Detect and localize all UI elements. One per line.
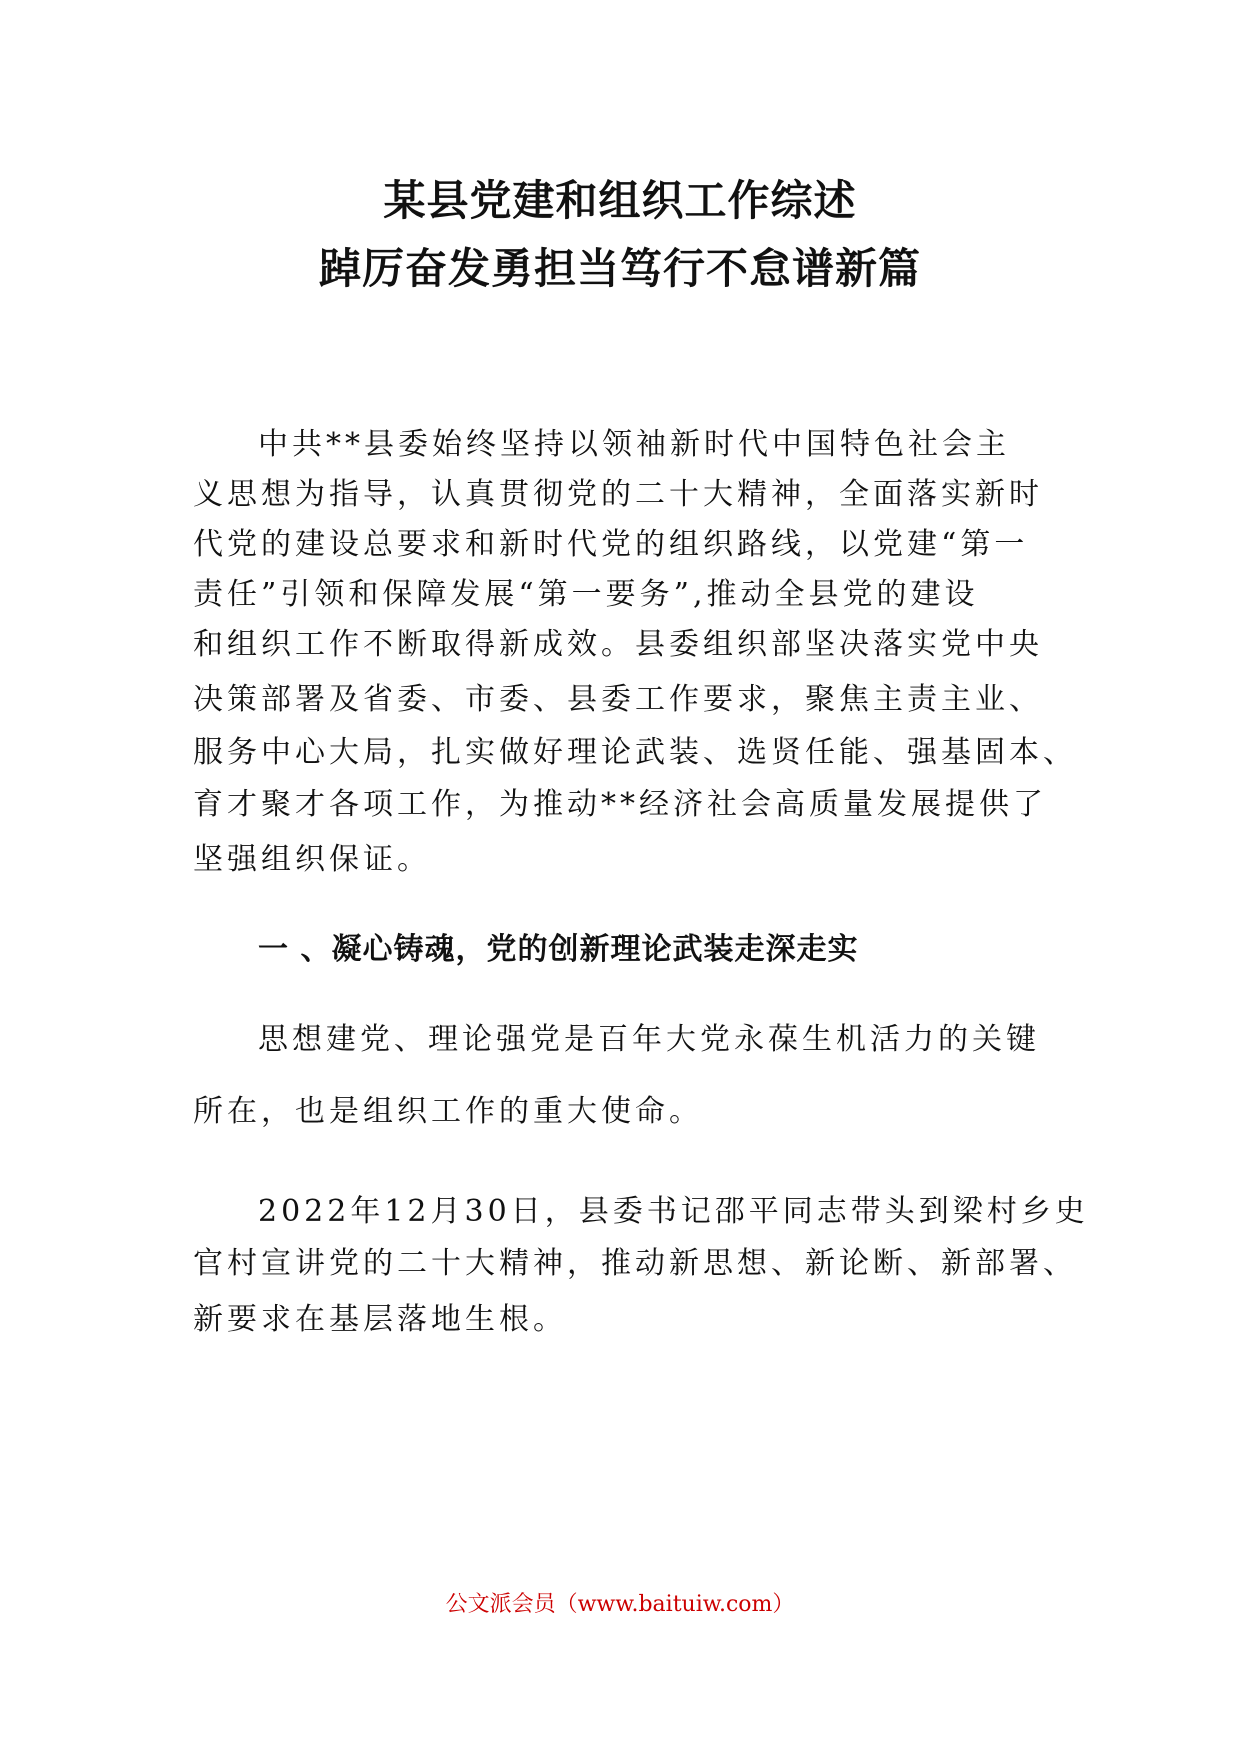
document-title: 某县党建和组织工作综述 — [383, 176, 857, 225]
intro-line: 代党的建设总要求和新时代党的组织路线，以党建“第一 — [193, 527, 1029, 562]
intro-line: 决策部署及省委、市委、县委工作要求，聚焦主责主业、 — [193, 682, 1043, 717]
paragraph-line: 新要求在基层落地生根。 — [193, 1302, 567, 1337]
intro-line: 中共**县委始终坚持以领袖新时代中国特色社会主 — [258, 427, 1010, 462]
intro-line: 服务中心大局，扎实做好理论武装、选贤任能、强基固本、 — [193, 735, 1077, 770]
intro-line: 义思想为指导，认真贯彻党的二十大精神，全面落实新时 — [193, 477, 1043, 512]
paragraph-line: 所在，也是组织工作的重大使命。 — [193, 1094, 703, 1129]
paragraph-line: 思想建党、理论强党是百年大党永葆生机活力的关键 — [258, 1022, 1040, 1057]
footer-watermark: 公文派会员（www.baituiw.com） — [445, 1592, 795, 1617]
paragraph-line: 2022年12月30日，县委书记邵平同志带头到梁村乡史 — [258, 1194, 1089, 1229]
intro-line: 和组织工作不断取得新成效。县委组织部坚决落实党中央 — [193, 627, 1043, 662]
intro-line: 坚强组织保证。 — [193, 842, 431, 877]
intro-line: 责任”引领和保障发展“第一要务”,推动全县党的建设 — [193, 577, 979, 612]
section-heading: 一 、凝心铸魂，党的创新理论武装走深走实 — [258, 932, 859, 967]
paragraph-line: 官村宣讲党的二十大精神，推动新思想、新论断、新部署、 — [193, 1246, 1077, 1281]
intro-line: 育才聚才各项工作，为推动**经济社会高质量发展提供了 — [193, 787, 1047, 822]
document-subtitle: 踔厉奋发勇担当笃行不怠谱新篇 — [318, 244, 921, 293]
